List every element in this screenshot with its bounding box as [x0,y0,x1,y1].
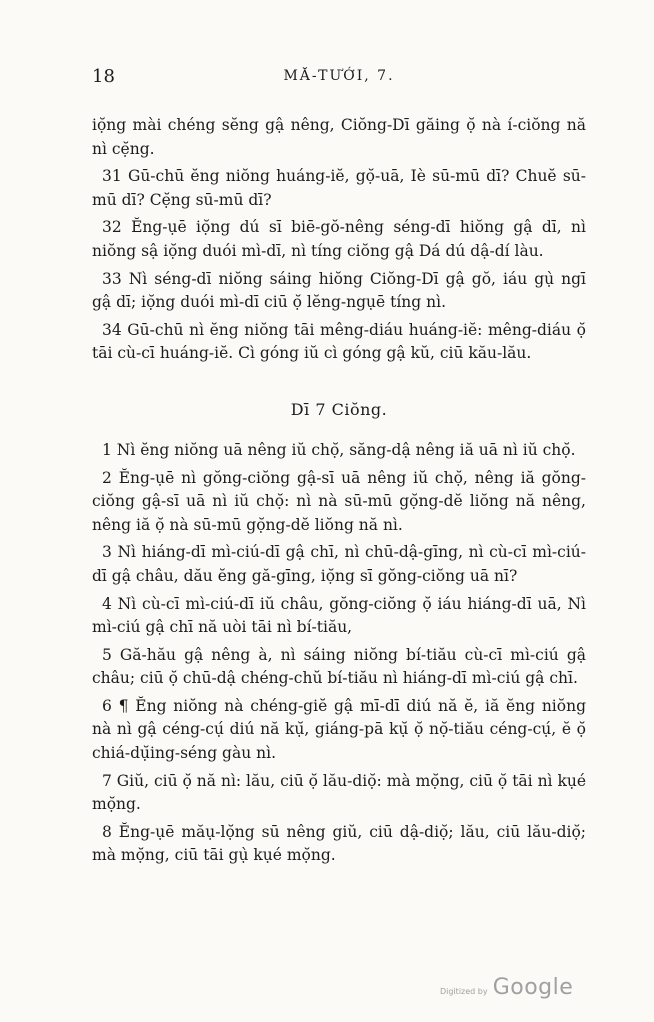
page-header [92,66,586,96]
verse-2: 2 Ĕng-ụē nì gŏng-ciŏng gậ-sī uā nêng iŭ chọ̆, nêng iă gŏng-ciŏng gậ-sī uā nì iŭ chọ̆: nì nà sū-mū gọ̆ng-dĕ liŏng nă nêng, nêng iă ọ̆ nà sū-mū gọ̆ng-dĕ liŏng nă nì. [92,468,586,534]
verse-8: 8 Ĕng-ụē măụ-lọ̆ng sū nêng giŭ, ciū dậ-diọ̆; lău, ciū lău-diọ̆; mà mọ̆ng, ciū tāi gụ̀ kụé mọ̆ng. [92,822,586,865]
verse-6: 6 ¶ Ĕng niŏng nà chéng-giĕ gậ mī-dī diú nă ĕ, iă ĕng niŏng nà nì gậ céng-cụ́ diú nă kụ̆, giáng-pā kụ̆ ọ̆ nọ̆-tiău céng-cụ́, ĕ ọ̆ chiá-dụ̆ing-séng gàu nì. [92,696,586,763]
paragraph: iọ̆ng mài chéng sĕng gậ nêng, Ciŏng-Dī găing ọ̆ nà í-ciŏng nă nì cẹ̆ng. [92,116,586,158]
verse-33: 33 Nì séng-dī niŏng sáing hiŏng Ciŏng-Dī gậ gŏ, iáu gụ̀ ngī gậ dī; iọ̆ng duói mì-dī ciū ọ̆ lĕng-ngụē tíng nì. [92,269,586,312]
verse-1: 1 Nì ĕng niŏng uā nêng iŭ chọ̆, săng-dậ nêng iă uā nì iŭ chọ̆. [102,440,576,459]
verse-31: 31 Gū-chū ĕng niŏng huáng-iĕ, gọ̆-uā, Iè sū-mū dī? Chuĕ sū-mū dī? Cẹ̆ng sū-mū dī? [92,167,586,209]
google-logo: Google [492,975,574,1000]
verse-5: 5 Gă-hău gậ nêng à, nì sáing niŏng bí-tiău cù-cī mì-ciú gậ châu; ciū ọ̆ chū-dậ chéng-chŭ bí-tiău nì hiáng-dī mì-ciú gậ chī. [92,645,586,688]
page-number: 18 [92,66,115,87]
verse-32: 32 Ĕng-ụē iọ̆ng dú sī biē-gŏ-nêng séng-dī hiŏng gậ dī, nì niŏng sậ iọ̆ng duói mì-dī, nì tíng ciŏng gậ Dá dú dậ-dí làu. [92,218,586,260]
verse-3: 3 Nì hiáng-dī mì-ciú-dī gậ chī, nì chū-dậ-gīng, nì cù-cī mì-ciú-dī gậ châu, dău ĕng gă-gīng, iọ̆ng sī gŏng-ciŏng uā nī? [92,543,586,585]
running-title: MĂ-TƯỚI, 7. [283,68,395,84]
chapter-heading: Dī 7 Ciŏng. [290,399,388,419]
digitized-by-label: Digitized by [440,987,488,996]
verse-4: 4 Nì cù-cī mì-ciú-dī iŭ châu, gŏng-ciŏng ọ̆ iáu hiáng-dī uā, Nì mì-ciú gậ chī nă uòi tāi nì bí-tiău, [92,594,586,637]
verse-7: 7 Giŭ, ciū ọ̆ nă nì: lău, ciū ọ̆ lău-diọ̆: mà mọ̆ng, ciū ọ̆ tāi nì kụé mọ̆ng. [92,771,586,814]
verse-34: 34 Gū-chū nì ĕng niŏng tāi mêng-diáu huáng-iĕ: mêng-diáu ọ̆ tāi cù-cī huáng-iĕ. Cì góng iŭ cì góng gậ kŭ, ciū kău-lău. [92,320,586,363]
page-body [92,114,586,872]
digitized-by-google-watermark [440,975,573,1000]
